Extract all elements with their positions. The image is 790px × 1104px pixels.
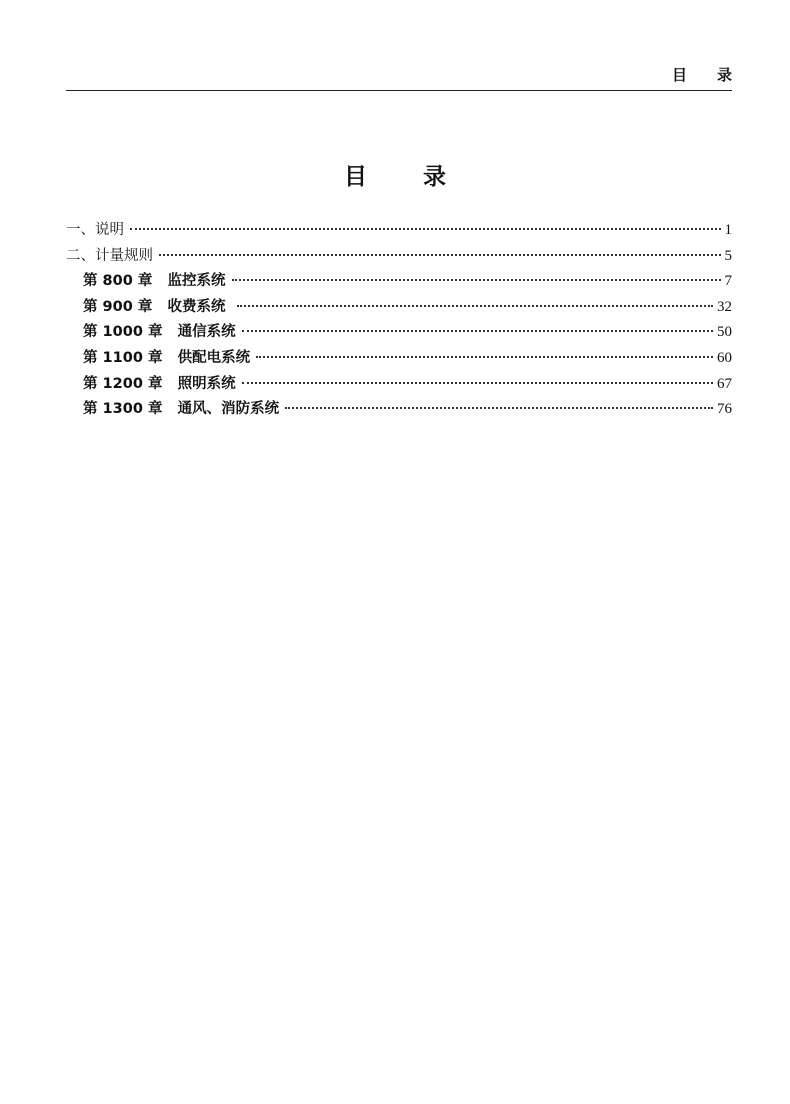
toc-entry-page: 50 <box>717 324 732 341</box>
dot-leader <box>242 382 713 384</box>
toc-entry-page: 76 <box>717 401 732 418</box>
toc-entry-page: 7 <box>724 273 732 290</box>
dot-leader <box>256 356 713 358</box>
dot-leader <box>232 279 721 281</box>
toc-entry-label: 第 1200 章 照明系统 <box>83 375 236 392</box>
toc-entry-chapter-900[interactable] <box>66 295 732 321</box>
toc-entry-chapter-1100[interactable] <box>66 346 732 372</box>
dot-leader <box>159 254 721 256</box>
table-of-contents <box>66 218 732 423</box>
toc-entry-label: 第 1300 章 通风、消防系统 <box>83 401 280 418</box>
toc-entry-label: 第 800 章 监控系统 <box>83 273 226 290</box>
toc-entry-label: 一、说明 <box>66 222 124 238</box>
running-header-title: 目录 <box>671 66 762 84</box>
dot-leader <box>285 407 713 409</box>
toc-entry-page: 67 <box>717 375 732 392</box>
toc-entry-chapter-1200[interactable] <box>66 372 732 398</box>
toc-entry-measurement-rules[interactable] <box>66 244 732 270</box>
toc-entry-label: 第 1100 章 供配电系统 <box>83 349 251 366</box>
running-header <box>66 62 762 91</box>
toc-entry-label: 二、计量规则 <box>66 247 153 264</box>
toc-entry-chapter-1000[interactable] <box>66 320 732 346</box>
toc-entry-label: 第 1000 章 通信系统 <box>83 324 236 341</box>
toc-entry-chapter-1300[interactable] <box>66 397 732 423</box>
dot-leader <box>130 228 721 230</box>
dot-leader <box>242 330 713 332</box>
dot-leader <box>237 305 713 307</box>
toc-entry-label: 第 900 章 收费系统 <box>83 298 231 315</box>
toc-entry-page: 32 <box>717 298 732 315</box>
page-title: 目录 <box>344 164 502 190</box>
toc-entry-page: 5 <box>724 247 732 264</box>
toc-entry-page: 1 <box>724 222 732 238</box>
toc-entry-explanation[interactable] <box>66 218 732 244</box>
toc-entry-chapter-800[interactable] <box>66 269 732 295</box>
toc-entry-page: 60 <box>717 349 732 366</box>
